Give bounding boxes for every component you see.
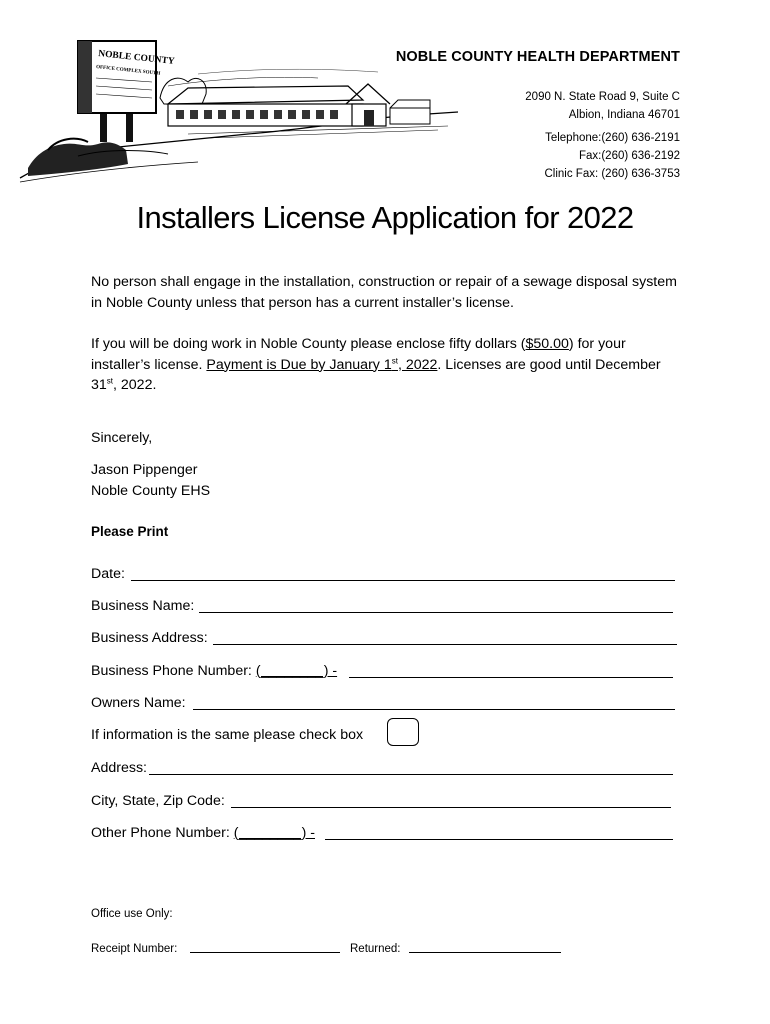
payment-text-3: . Licenses are good until December 31 [91, 356, 661, 393]
superscript: st [106, 376, 114, 386]
business-name-line[interactable] [199, 612, 673, 613]
office-building-illustration [18, 38, 458, 188]
returned-label: Returned: [350, 943, 401, 955]
city-state-zip-field[interactable] [91, 791, 681, 811]
same-info-checkbox[interactable] [387, 718, 419, 746]
address-label: Address: [91, 760, 147, 776]
owners-name-line[interactable] [193, 709, 675, 710]
office-use-row [91, 943, 681, 955]
city-state-zip-line[interactable] [231, 807, 671, 808]
due-date: Payment is Due by January 1st, 2022 [206, 355, 438, 373]
business-phone-label: Business Phone Number: [91, 663, 252, 679]
date-line[interactable] [131, 580, 675, 581]
same-info-label: If information is the same please check box [91, 727, 364, 743]
business-phone-field[interactable] [91, 661, 681, 681]
date-label: Date: [91, 566, 125, 582]
signer-title: Noble County EHS [91, 482, 211, 499]
business-address-line[interactable] [213, 644, 677, 645]
sign-title: NOBLE COUNTY [97, 49, 176, 68]
business-phone-area-code[interactable]: (________) - [255, 663, 338, 679]
department-address [525, 88, 680, 124]
other-phone-field[interactable] [91, 823, 681, 843]
business-phone-line[interactable] [349, 677, 673, 678]
address-field[interactable] [91, 758, 681, 778]
business-name-field[interactable] [91, 596, 681, 616]
signature-block [91, 460, 681, 501]
address-line-2: Albion, Indiana 46701 [568, 109, 680, 121]
document-title: Installers License Application for 2022 [136, 200, 634, 235]
other-phone-area-code[interactable]: (________) - [233, 825, 315, 841]
sign-subtitle: OFFICE COMPLEX SOUTH [95, 65, 161, 77]
payment-text-4: , 2022. [113, 377, 157, 393]
fee-amount: $50.00 [525, 336, 569, 352]
owners-name-label: Owners Name: [91, 695, 186, 711]
department-phones [544, 129, 680, 183]
receipt-number-line[interactable] [190, 952, 340, 953]
telephone: Telephone:(260) 636-2191 [545, 132, 680, 144]
same-info-field [91, 725, 681, 745]
business-name-label: Business Name: [91, 598, 195, 614]
city-state-zip-label: City, State, Zip Code: [91, 793, 225, 809]
address-line-1: 2090 N. State Road 9, Suite C [525, 91, 680, 103]
signer-name: Jason Pippenger [91, 462, 198, 478]
business-address-field[interactable] [91, 628, 681, 648]
fax: Fax:(260) 636-2192 [578, 150, 680, 162]
address-line[interactable] [149, 774, 673, 775]
please-print-label: Please Print [91, 524, 169, 539]
payment-text-2: ) for your installer’s license. [91, 336, 626, 373]
other-phone-line[interactable] [325, 839, 673, 840]
clinic-fax: Clinic Fax: (260) 636-3753 [544, 168, 680, 180]
payment-paragraph [91, 334, 681, 396]
closing: Sincerely, [91, 430, 153, 446]
other-phone-label: Other Phone Number: [91, 825, 230, 841]
office-use-heading: Office use Only: [91, 908, 173, 920]
owners-name-field[interactable] [91, 693, 681, 713]
returned-line[interactable] [409, 952, 561, 953]
receipt-number-label: Receipt Number: [91, 943, 178, 955]
department-name: NOBLE COUNTY HEALTH DEPARTMENT [395, 49, 680, 65]
license-requirement-paragraph: No person shall engage in the installation, construction or repair of a sewage disposal system in Noble County unless that person has a current installer’s license. [91, 274, 677, 311]
payment-text-1: If you will be doing work in Noble County please enclose fifty dollars ( [91, 336, 526, 352]
date-field[interactable] [91, 564, 681, 584]
business-address-label: Business Address: [91, 630, 208, 646]
